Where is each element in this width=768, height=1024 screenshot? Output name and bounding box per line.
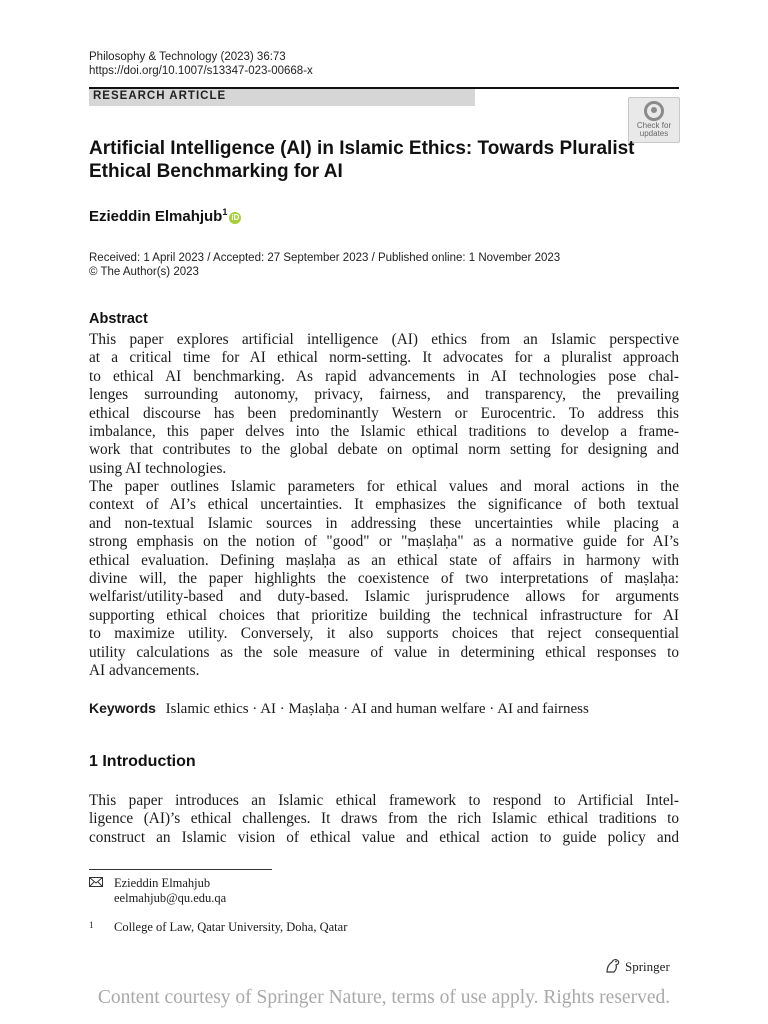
abstract-line: welfarist/utility-based and duty-based. Islamic jurisprudence allows for arguments — [89, 588, 679, 606]
abstract-paragraph-1 — [89, 331, 679, 478]
author-line — [89, 207, 241, 225]
abstract-line: The paper outlines Islamic parameters for ethical values and moral actions in the — [89, 478, 679, 495]
journal-citation: Philosophy & Technology (2023) 36:73 — [89, 51, 286, 63]
contact-author-name: Ezieddin Elmahjub — [114, 876, 211, 890]
affiliation-number: 1 — [89, 920, 94, 930]
article-title-line-1: Artificial Intelligence (AI) in Islamic Ethics: Towards Pluralist — [89, 138, 635, 159]
affiliation-text: College of Law, Qatar University, Doha, Qatar — [114, 920, 348, 934]
article-title — [89, 137, 649, 183]
contact-email[interactable]: eelmahjub@qu.edu.qa — [114, 891, 227, 905]
dates-line: Received: 1 April 2023 / Accepted: 27 September 2023 / Published online: 1 November 2023 — [89, 252, 561, 264]
intro-line: ligence (AI)’s ethical challenges. It draws from the rich Islamic ethical traditions to — [89, 810, 679, 828]
abstract-line: to maximize utility. Conversely, it also supports choices that reject consequential — [89, 625, 679, 643]
abstract-line: ethical evaluation. Defining maṣlaḥa as an ethical state of affairs in harmony with — [89, 551, 679, 569]
abstract-line: AI advancements. — [89, 661, 200, 679]
abstract-line: utility calculations as the sole measure of value in determining ethical responses to — [89, 643, 679, 661]
abstract-line: work that contributes to the global debate on optimal norm setting for designing and — [89, 441, 679, 459]
author-name[interactable]: Ezieddin Elmahjub — [89, 208, 223, 225]
article-type-label: RESEARCH ARTICLE — [93, 90, 227, 102]
abstract-line: and non-textual Islamic sources in addressing these uncertainties while placing a — [89, 514, 679, 532]
article-type-bar — [89, 87, 475, 106]
abstract-line: imbalance, this paper delves into the Islamic ethical traditions to develop a frame- — [89, 422, 679, 440]
keywords-list: Islamic ethics · AI · Maṣlaḥa · AI and human welfare · AI and fairness — [165, 701, 589, 717]
header-rule — [475, 87, 679, 89]
abstract-line: lenges surrounding autonomy, privacy, fairness, and transparency, the prevailing — [89, 386, 679, 404]
copyright-watermark: Content courtesy of Springer Nature, terms of use apply. Rights reserved. — [97, 987, 671, 1008]
intro-line: construct an Islamic vision of ethical value and ethical action to guide policy and — [89, 828, 679, 846]
abstract-line: divine will, the paper highlights the coexistence of two interpretations of maṣlaḥa: — [89, 569, 679, 587]
abstract-line: strong emphasis on the notion of "good" or "maṣlaḥa" as a normative guide for AI’s — [89, 533, 679, 551]
abstract-heading: Abstract — [89, 311, 148, 327]
abstract-line: at a critical time for AI ethical norm-setting. It advocates for a pluralist approach — [89, 349, 679, 367]
introduction-paragraph — [89, 792, 679, 847]
abstract-line: This paper explores artificial intelligence (AI) ethics from an Islamic perspective — [89, 331, 679, 348]
footnote-rule — [89, 869, 272, 870]
abstract-line: ethical discourse has been predominantly Western or Eurocentric. To address this — [89, 404, 679, 422]
check-updates-label-2: updates — [639, 129, 669, 138]
author-affiliation-mark: 1 — [222, 207, 228, 217]
publisher-name: Springer — [625, 959, 670, 974]
abstract-line: to ethical AI benchmarking. As rapid advancements in AI technologies pose chal- — [89, 367, 679, 385]
publication-dates — [89, 251, 560, 279]
article-title-line-2: Ethical Benchmarking for AI — [89, 161, 343, 182]
introduction-heading: 1 Introduction — [89, 753, 196, 770]
springer-logo — [604, 958, 670, 975]
abstract-line: supporting ethical choices that prioritize building the technical infrastructure for AI — [89, 606, 679, 624]
check-updates-icon — [644, 101, 664, 121]
intro-line: This paper introduces an Islamic ethical framework to respond to Artificial Intel- — [89, 792, 679, 809]
envelope-icon — [89, 877, 103, 887]
check-updates-label-1: Check for — [636, 121, 672, 130]
copyright-line: © The Author(s) 2023 — [89, 266, 199, 278]
orcid-icon[interactable]: iD — [231, 213, 240, 222]
keywords-heading: Keywords — [89, 700, 156, 716]
springer-horse-icon — [604, 958, 622, 974]
abstract-line: context of AI’s ethical uncertainties. It emphasizes the significance of both textual — [89, 496, 679, 514]
abstract-paragraph-2 — [89, 478, 679, 680]
abstract-line: using AI technologies. — [89, 459, 227, 477]
doi-link[interactable]: https://doi.org/10.1007/s13347-023-00668-x — [89, 65, 313, 77]
keywords-line — [89, 700, 589, 718]
